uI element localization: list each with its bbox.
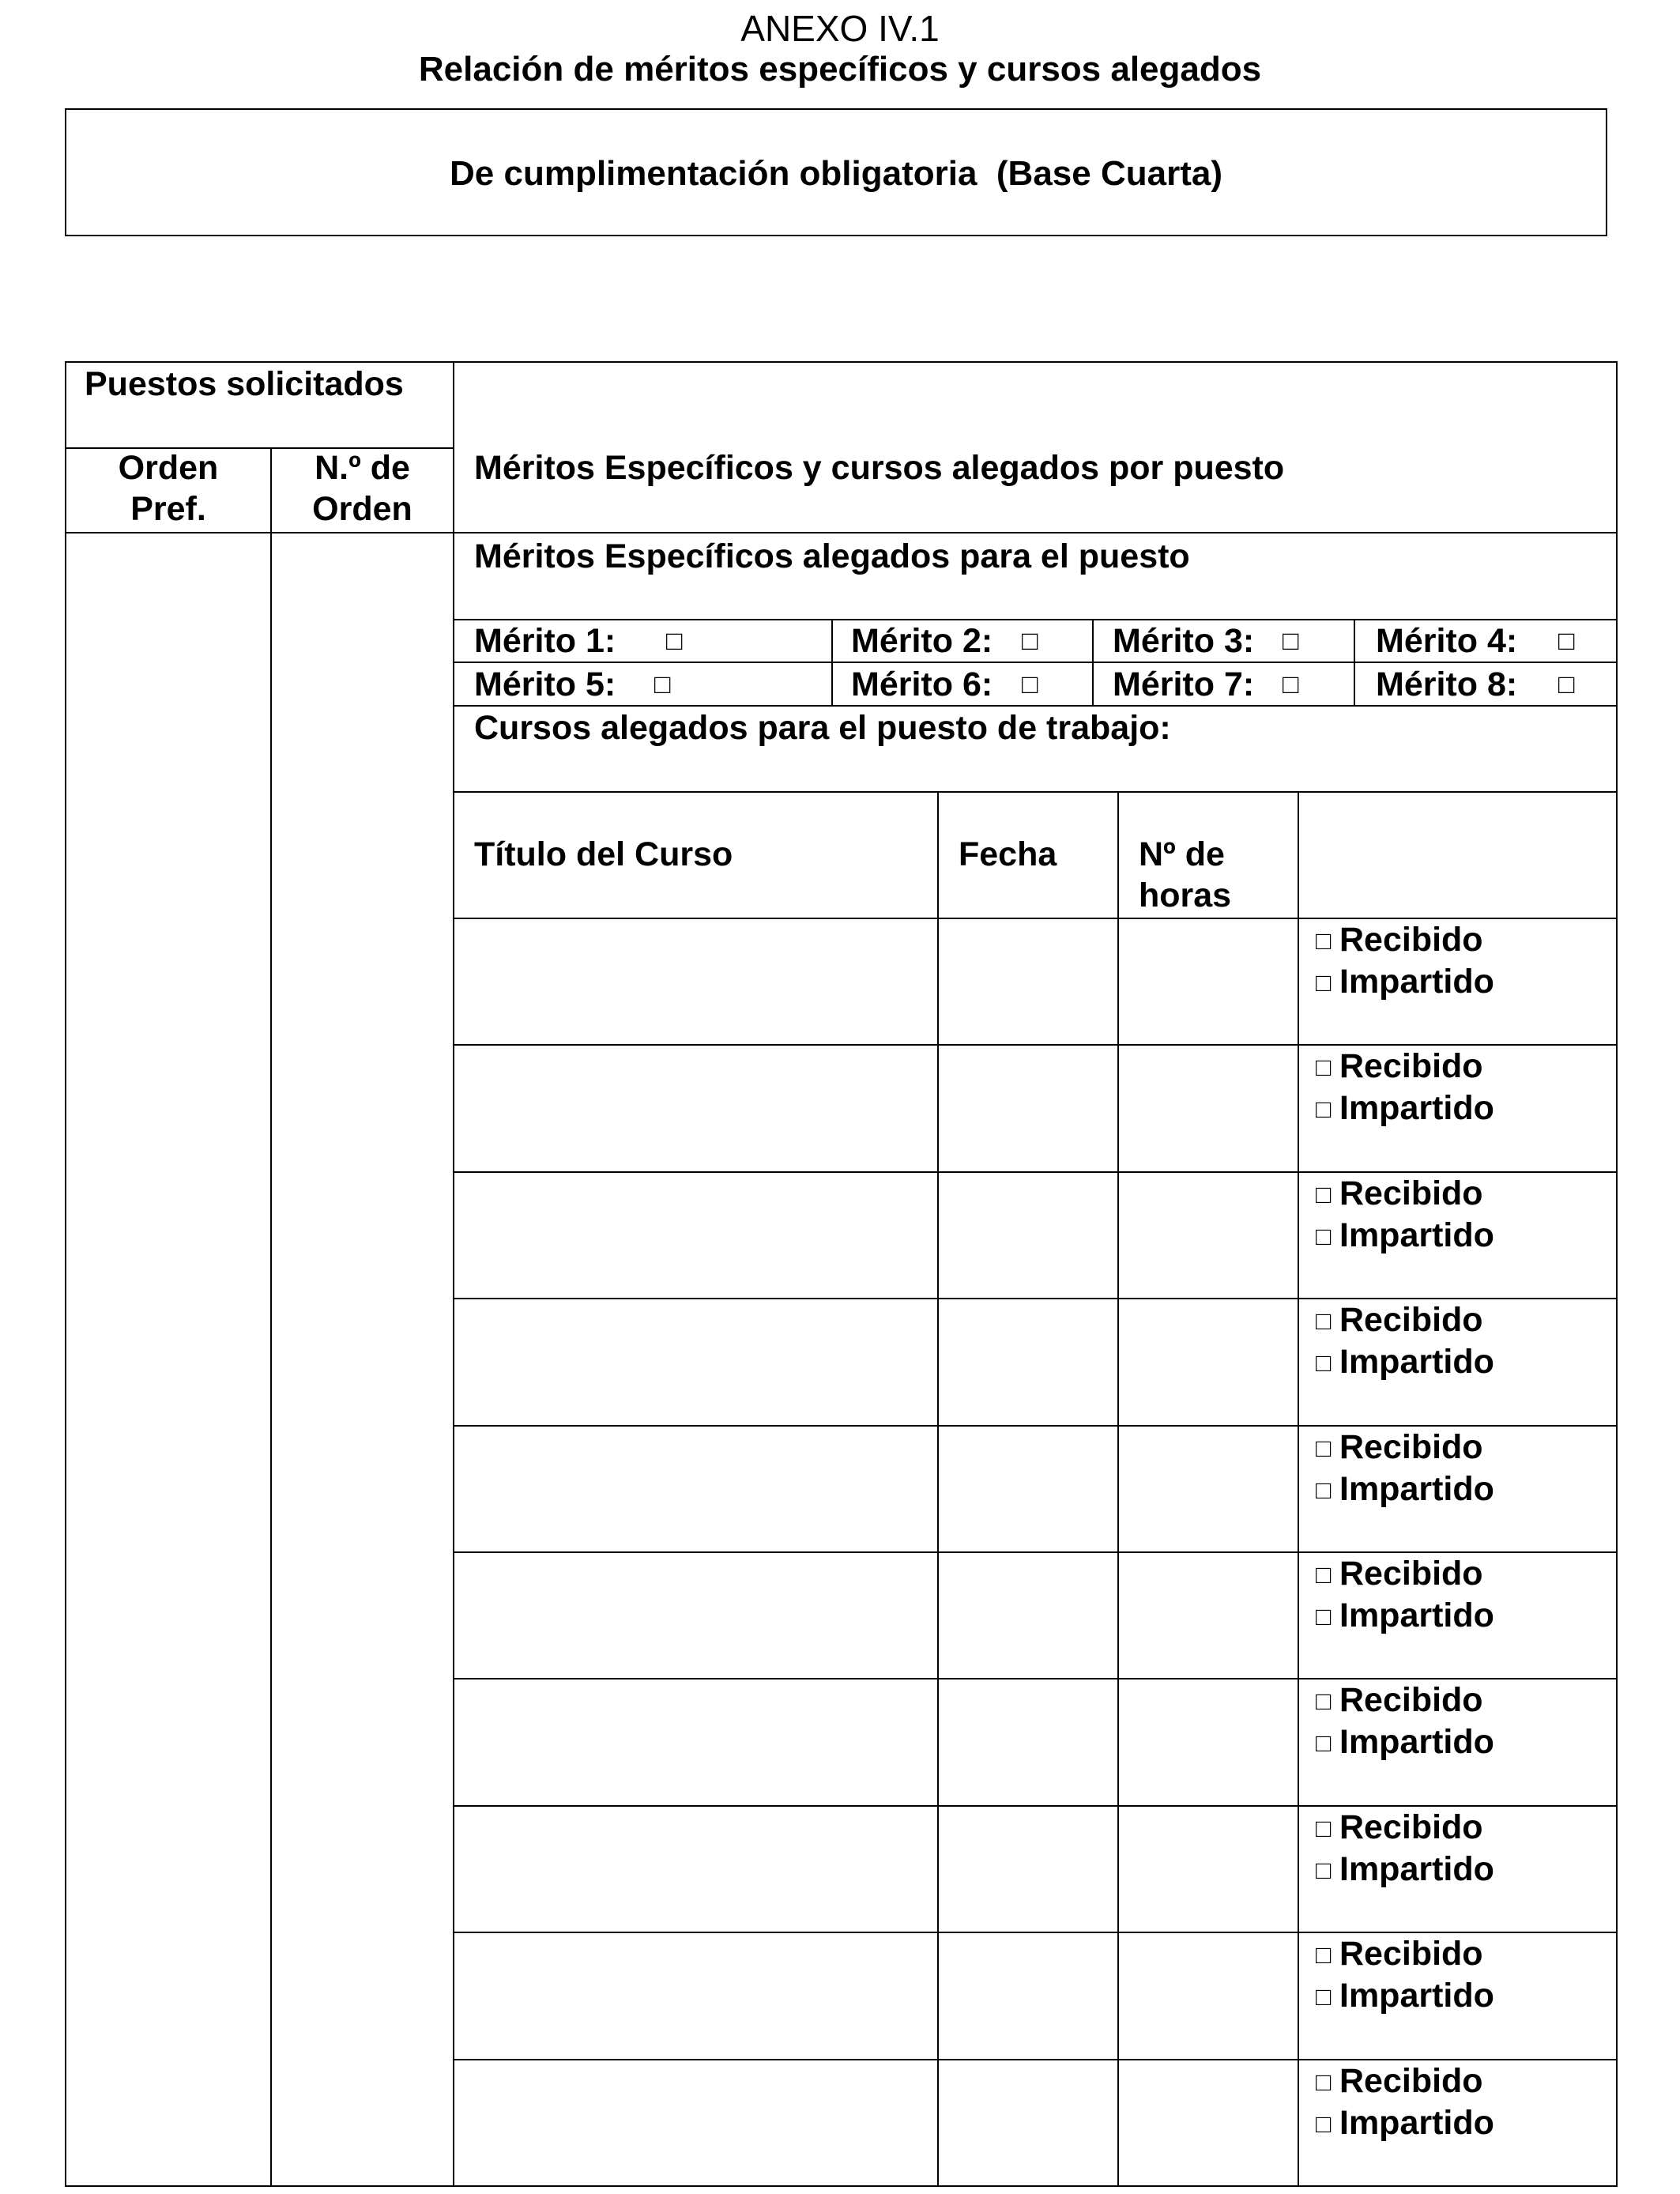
course-date-cell[interactable] bbox=[939, 1046, 1117, 1169]
course-hours-cell[interactable] bbox=[1119, 919, 1298, 1042]
recibido-option[interactable] bbox=[1316, 1427, 1483, 1468]
checkbox-icon[interactable]: □ bbox=[1316, 1814, 1332, 1842]
recibido-option[interactable] bbox=[1316, 1299, 1483, 1341]
option-label: Impartido bbox=[1339, 2104, 1494, 2142]
course-title-cell[interactable] bbox=[454, 1553, 937, 1676]
course-hours-cell[interactable] bbox=[1119, 1807, 1298, 1930]
impartido-option[interactable] bbox=[1316, 1088, 1494, 1129]
divider-header-bottom bbox=[65, 532, 1617, 533]
course-date-cell[interactable] bbox=[939, 1173, 1117, 1296]
recibido-option[interactable] bbox=[1316, 1553, 1483, 1595]
course-hours-cell[interactable] bbox=[1119, 1046, 1298, 1169]
option-label: Impartido bbox=[1339, 963, 1494, 1001]
option-label: Impartido bbox=[1339, 1723, 1494, 1761]
recibido-option[interactable] bbox=[1316, 1933, 1483, 1975]
divider-tipo-column bbox=[1298, 791, 1299, 2187]
divider-merito-col2 bbox=[831, 619, 833, 706]
num-orden-line2: Orden bbox=[312, 490, 412, 528]
course-title-cell[interactable] bbox=[454, 919, 937, 1042]
checkbox-icon[interactable]: □ bbox=[1316, 1348, 1332, 1377]
recibido-option[interactable] bbox=[1316, 1807, 1483, 1849]
course-date-cell[interactable] bbox=[939, 1299, 1117, 1423]
checkbox-icon[interactable]: □ bbox=[1316, 1560, 1332, 1589]
divider-merito-col3 bbox=[1092, 619, 1094, 706]
divider-orden-columns bbox=[270, 447, 272, 2187]
option-label: Recibido bbox=[1339, 1935, 1483, 1973]
option-label: Recibido bbox=[1339, 1555, 1483, 1593]
meritos-header: Méritos Específicos alegados para el puesto bbox=[474, 537, 1190, 575]
impartido-option[interactable] bbox=[1316, 1468, 1494, 1510]
checkbox-icon[interactable]: □ bbox=[1316, 1856, 1332, 1884]
recibido-option[interactable] bbox=[1316, 2060, 1483, 2102]
impartido-option[interactable] bbox=[1316, 1849, 1494, 1891]
option-label: Recibido bbox=[1339, 1174, 1483, 1212]
table-border-right bbox=[1616, 361, 1618, 2187]
divider-merito-col4 bbox=[1354, 619, 1355, 706]
horas-header-line1: Nº de bbox=[1139, 835, 1225, 873]
recibido-option[interactable] bbox=[1316, 919, 1483, 961]
course-date-cell[interactable] bbox=[939, 1553, 1117, 1676]
notice-text: De cumplimentación obligatoria (Base Cuarta) bbox=[450, 154, 1222, 193]
course-title-cell[interactable] bbox=[454, 1679, 937, 1803]
course-date-cell[interactable] bbox=[939, 919, 1117, 1042]
fecha-header: Fecha bbox=[959, 835, 1057, 873]
checkbox-icon[interactable]: □ bbox=[1316, 968, 1332, 997]
course-hours-cell[interactable] bbox=[1119, 1553, 1298, 1676]
merito-4-label: Mérito 4: bbox=[1376, 622, 1518, 660]
impartido-option[interactable] bbox=[1316, 961, 1494, 1003]
merito-7-checkbox[interactable]: □ bbox=[1283, 669, 1299, 699]
orden-pref-line1: Orden bbox=[118, 449, 219, 487]
checkbox-icon[interactable]: □ bbox=[1316, 1602, 1332, 1630]
course-title-cell[interactable] bbox=[454, 2060, 937, 2184]
orden-pref-line2: Pref. bbox=[130, 490, 206, 528]
option-label: Impartido bbox=[1339, 1596, 1494, 1634]
course-title-cell[interactable] bbox=[454, 1933, 937, 2056]
checkbox-icon[interactable]: □ bbox=[1316, 1434, 1332, 1462]
option-label: Recibido bbox=[1339, 1808, 1483, 1846]
merito-5-label: Mérito 5: bbox=[474, 665, 616, 703]
course-hours-cell[interactable] bbox=[1119, 1933, 1298, 2056]
checkbox-icon[interactable]: □ bbox=[1316, 1222, 1332, 1250]
merito-1-checkbox[interactable]: □ bbox=[666, 626, 683, 656]
main-section-header: Méritos Específicos y cursos alegados por puesto bbox=[474, 449, 1285, 487]
checkbox-icon[interactable]: □ bbox=[1316, 2068, 1332, 2096]
checkbox-icon[interactable]: □ bbox=[1316, 1095, 1332, 1123]
checkbox-icon[interactable]: □ bbox=[1316, 926, 1332, 955]
cursos-header: Cursos alegados para el puesto de trabajo: bbox=[474, 709, 1171, 747]
puestos-solicitados-header: Puestos solicitados bbox=[85, 365, 404, 403]
course-title-cell[interactable] bbox=[454, 1427, 937, 1550]
option-label: Impartido bbox=[1339, 1470, 1494, 1508]
course-date-cell[interactable] bbox=[939, 1427, 1117, 1550]
num-orden-line1: N.º de bbox=[315, 449, 410, 487]
course-title-cell[interactable] bbox=[454, 1299, 937, 1423]
course-hours-cell[interactable] bbox=[1119, 2060, 1298, 2184]
course-date-cell[interactable] bbox=[939, 1933, 1117, 2056]
impartido-option[interactable] bbox=[1316, 1341, 1494, 1383]
option-label: Recibido bbox=[1339, 1681, 1483, 1719]
course-hours-cell[interactable] bbox=[1119, 1173, 1298, 1296]
course-title-cell[interactable] bbox=[454, 1173, 937, 1296]
merito-6-label: Mérito 6: bbox=[851, 665, 993, 703]
document-subtitle: Relación de méritos específicos y cursos alegados bbox=[418, 50, 1262, 89]
course-hours-cell[interactable] bbox=[1119, 1299, 1298, 1423]
annex-title: ANEXO IV.1 bbox=[740, 8, 940, 49]
course-date-cell[interactable] bbox=[939, 1807, 1117, 1930]
impartido-option[interactable] bbox=[1316, 1215, 1494, 1257]
merito-7-label: Mérito 7: bbox=[1113, 665, 1255, 703]
option-label: Recibido bbox=[1339, 1428, 1483, 1466]
merito-5-checkbox[interactable]: □ bbox=[654, 669, 671, 699]
recibido-option[interactable] bbox=[1316, 1046, 1483, 1088]
impartido-option[interactable] bbox=[1316, 1975, 1494, 2017]
course-title-cell[interactable] bbox=[454, 1807, 937, 1930]
option-label: Impartido bbox=[1339, 1216, 1494, 1254]
checkbox-icon[interactable]: □ bbox=[1316, 1728, 1332, 1757]
merito-4-checkbox[interactable]: □ bbox=[1558, 626, 1575, 656]
table-border-top bbox=[65, 361, 1617, 363]
table-border-bottom bbox=[65, 2185, 1617, 2187]
table-border-left bbox=[65, 361, 66, 2187]
recibido-option[interactable] bbox=[1316, 1173, 1483, 1215]
checkbox-icon[interactable]: □ bbox=[1316, 1982, 1332, 2011]
checkbox-icon[interactable]: □ bbox=[1316, 1053, 1332, 1081]
option-label: Impartido bbox=[1339, 1977, 1494, 2015]
impartido-option[interactable] bbox=[1316, 1721, 1494, 1763]
divider-meritos-row2-top bbox=[453, 662, 1617, 663]
merito-3-checkbox[interactable]: □ bbox=[1283, 626, 1299, 656]
merito-8-checkbox[interactable]: □ bbox=[1558, 669, 1575, 699]
option-label: Impartido bbox=[1339, 1089, 1494, 1127]
option-label: Recibido bbox=[1339, 921, 1483, 959]
course-hours-cell[interactable] bbox=[1119, 1679, 1298, 1803]
divider-meritos-row2-bottom bbox=[453, 705, 1617, 707]
recibido-option[interactable] bbox=[1316, 1679, 1483, 1721]
checkbox-icon[interactable]: □ bbox=[1316, 2109, 1332, 2138]
merito-8-label: Mérito 8: bbox=[1376, 665, 1518, 703]
merito-3-label: Mérito 3: bbox=[1113, 622, 1255, 660]
impartido-option[interactable] bbox=[1316, 1595, 1494, 1637]
divider-cursos-header bbox=[453, 791, 1617, 793]
merito-2-label: Mérito 2: bbox=[851, 622, 993, 660]
course-hours-cell[interactable] bbox=[1119, 1427, 1298, 1550]
checkbox-icon[interactable]: □ bbox=[1316, 1306, 1332, 1335]
checkbox-icon[interactable]: □ bbox=[1316, 1476, 1332, 1504]
option-label: Recibido bbox=[1339, 2062, 1483, 2100]
option-label: Recibido bbox=[1339, 1047, 1483, 1085]
checkbox-icon[interactable]: □ bbox=[1316, 1687, 1332, 1715]
titulo-curso-header: Título del Curso bbox=[474, 835, 733, 873]
merito-1-label: Mérito 1: bbox=[474, 622, 616, 660]
impartido-option[interactable] bbox=[1316, 2102, 1494, 2144]
checkbox-icon[interactable]: □ bbox=[1316, 1180, 1332, 1208]
course-date-cell[interactable] bbox=[939, 1679, 1117, 1803]
course-date-cell[interactable] bbox=[939, 2060, 1117, 2184]
checkbox-icon[interactable]: □ bbox=[1316, 1940, 1332, 1969]
option-label: Impartido bbox=[1339, 1343, 1494, 1381]
merito-6-checkbox[interactable]: □ bbox=[1022, 669, 1038, 699]
option-label: Recibido bbox=[1339, 1301, 1483, 1339]
course-title-cell[interactable] bbox=[454, 1046, 937, 1169]
option-label: Impartido bbox=[1339, 1850, 1494, 1888]
merito-2-checkbox[interactable]: □ bbox=[1022, 626, 1038, 656]
horas-header-line2: horas bbox=[1139, 876, 1232, 914]
